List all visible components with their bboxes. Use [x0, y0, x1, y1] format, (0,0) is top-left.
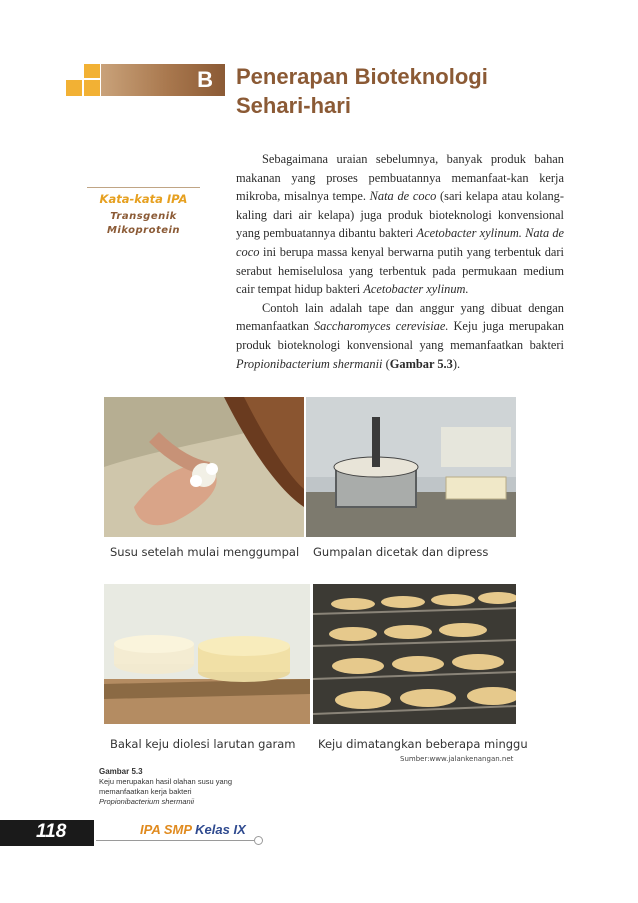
- paragraph: [236, 299, 564, 373]
- figure-caption-line: Keju merupakan hasil olahan susu yang: [99, 777, 233, 786]
- section-title-line: Sehari-hari: [236, 93, 351, 118]
- decor-square: [84, 64, 100, 78]
- page-number-box: [0, 820, 94, 846]
- photo-source: Sumber:www.jalankenangan.net: [400, 755, 514, 763]
- text-run: ini berupa massa kenyal berwarna putih yang terbentuk dari serabut hemiselulosa yang terbentuk pada permukaan medium cair tempat hidup bakteri: [236, 244, 564, 297]
- kata-title: Kata-kata IPA: [99, 192, 188, 206]
- text-run: Sebagaimana uraian sebelumnya, banyak produk bahan makanan yang proses pembuatannya memanfaat-kan kerja mikroba, misalnya tempe.: [236, 152, 564, 204]
- text-run: Gambar 5.3: [389, 356, 453, 371]
- photo-caption: Keju dimatangkan beberapa minggu: [318, 737, 528, 751]
- decor-square: [84, 80, 100, 96]
- photo-caption: Gumpalan dicetak dan dipress: [313, 545, 489, 559]
- decor-square: [66, 80, 82, 96]
- figure-caption: [99, 767, 279, 807]
- text-run: Nata de coco: [236, 226, 565, 259]
- photo-caption: Bakal keju diolesi larutan garam: [110, 737, 296, 751]
- text-run: Nata de coco: [369, 189, 437, 204]
- text-run: Keju juga merupakan produk bioteknologi konvensional yang memanfaatkan bakteri: [236, 319, 564, 352]
- kata-item: Mikoprotein: [106, 225, 181, 236]
- section-letter-bar: [101, 64, 225, 96]
- photo-caption: Susu setelah mulai menggumpal: [110, 545, 300, 559]
- text-run: Acetobacter xylinum.: [416, 226, 522, 241]
- section-title-line: Penerapan Bioteknologi: [236, 64, 488, 89]
- text-run: Acetobacter xylinum.: [363, 282, 469, 297]
- photo-curdled-milk: [104, 397, 304, 537]
- text-run: ).: [452, 356, 461, 371]
- photo-cheese-press: [306, 397, 516, 537]
- footer-grade: Kelas IX: [195, 822, 246, 837]
- figure-caption-line: Propionibacterium shermanii: [99, 797, 195, 806]
- divider: [87, 187, 200, 188]
- section-letter: B: [197, 67, 213, 92]
- section-title: [236, 62, 576, 120]
- figure-label: Gambar 5.3: [99, 767, 143, 776]
- photo-salted-cheese: [104, 584, 310, 724]
- text-run: (sari kelapa atau kolang-kaling dari air kelapa) juga produk bioteknologi konvensional yang pembuatannya dibantu bakteri: [236, 189, 564, 241]
- kata-item: Transgenik: [110, 211, 177, 222]
- paragraph: [236, 150, 564, 299]
- kata-kata-ipa-box: [87, 192, 200, 238]
- body-text: [236, 150, 564, 373]
- footer-rule: [96, 840, 254, 841]
- footer-subject: IPA SMP: [140, 822, 192, 837]
- text-run: (: [382, 356, 390, 371]
- footer-circle: [254, 836, 263, 845]
- page-number: 118: [36, 821, 67, 842]
- text-run: Contoh lain adalah tape dan anggur yang dibuat dengan memanfaatkan: [236, 300, 564, 334]
- figure-caption-line: memanfaatkan kerja bakteri: [99, 787, 192, 796]
- text-run: Propionibacterium shermanii: [236, 356, 383, 371]
- photo-ripening-shelves: [313, 584, 516, 724]
- footer-book-title: [140, 822, 246, 837]
- text-run: Saccharomyces cerevisiae.: [313, 319, 449, 334]
